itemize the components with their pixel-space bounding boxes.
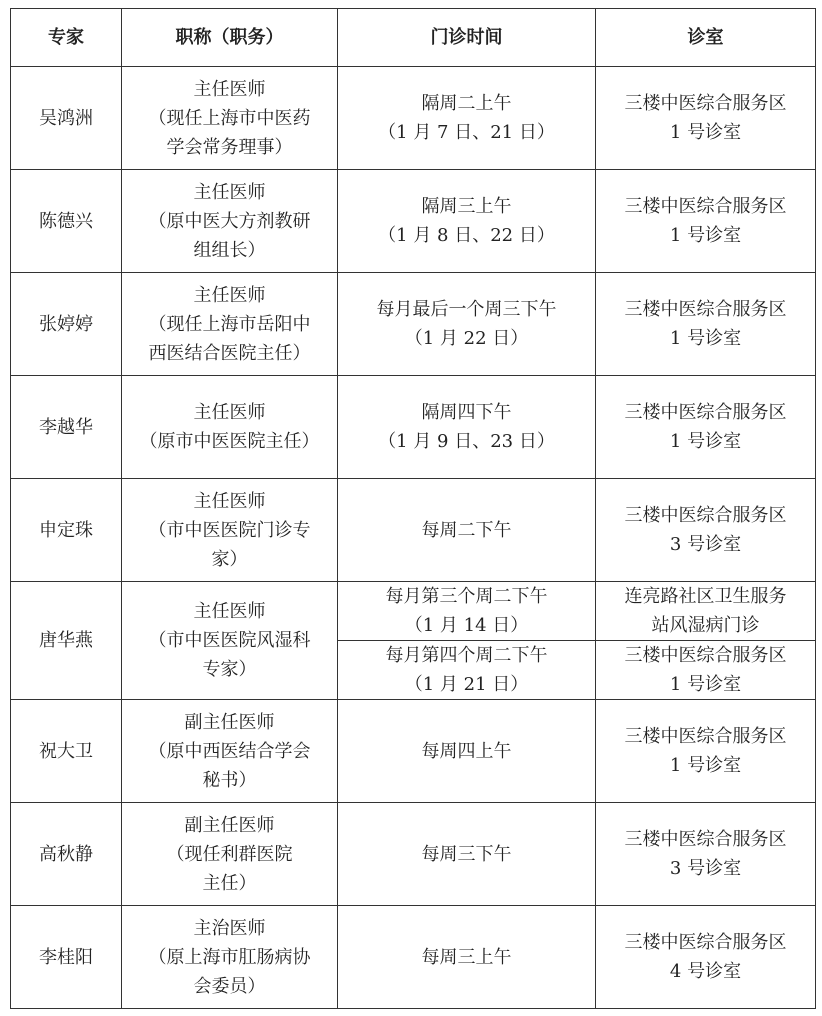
- clinic-time: [338, 479, 596, 582]
- clinic-room-line: 站风湿病门诊: [651, 615, 760, 636]
- clinic-room-line: 连亮路社区卫生服务: [624, 586, 787, 607]
- clinic-room: [596, 376, 816, 479]
- clinic-room: [596, 67, 816, 170]
- header-time: 门诊时间: [338, 9, 596, 67]
- clinic-room-line: 1 号诊室: [669, 328, 742, 349]
- expert-title-line: 主任医师: [193, 284, 266, 306]
- expert-title-line: 副主任医师: [184, 711, 275, 733]
- clinic-room-line: 三楼中医综合服务区: [624, 932, 787, 953]
- clinic-time-line: 每周四上午: [421, 740, 512, 762]
- clinic-room-line: 三楼中医综合服务区: [624, 645, 787, 666]
- clinic-room-line: 三楼中医综合服务区: [624, 829, 787, 850]
- expert-title: [122, 273, 338, 376]
- expert-title-line: （市中医医院门诊专: [148, 519, 311, 541]
- expert-name: 吴鸿洲: [11, 67, 122, 170]
- clinic-room: [596, 273, 816, 376]
- clinic-time: [338, 906, 596, 1009]
- expert-title: [122, 479, 338, 582]
- expert-title-line: （原中医大方剂教研: [148, 210, 311, 232]
- expert-title-line: （现任上海市中医药: [148, 107, 311, 129]
- clinic-time: [338, 803, 596, 906]
- expert-title-line: 主任医师: [193, 78, 266, 100]
- clinic-room-line: 1 号诊室: [669, 122, 742, 143]
- clinic-time-line: （1 月 9 日、23 日）: [378, 431, 555, 452]
- table-row: [11, 376, 816, 479]
- clinic-room-line: 三楼中医综合服务区: [624, 196, 787, 217]
- expert-title-line: 主任）: [202, 872, 257, 894]
- clinic-time-line: 每月最后一个周三下午: [376, 299, 557, 320]
- expert-title-line: 专家）: [202, 659, 257, 680]
- clinic-time-line: 每周二下午: [421, 519, 512, 541]
- expert-title: [122, 700, 338, 803]
- expert-title-line: 主任医师: [193, 181, 266, 203]
- expert-title-line: 会委员）: [193, 975, 266, 997]
- clinic-time-line: （1 月 14 日）: [404, 615, 529, 636]
- clinic-time-line: 每周三上午: [421, 946, 512, 968]
- clinic-time: [338, 376, 596, 479]
- clinic-room-line: 1 号诊室: [669, 431, 742, 452]
- table-row: [11, 170, 816, 273]
- clinic-room: [596, 479, 816, 582]
- expert-title-line: （原市中医医院主任）: [139, 431, 320, 452]
- expert-name: 高秋静: [11, 803, 122, 906]
- clinic-room-line: 4 号诊室: [669, 961, 742, 982]
- table-row: [11, 273, 816, 376]
- expert-title-line: （原上海市肛肠病协: [148, 946, 311, 968]
- expert-title: [122, 803, 338, 906]
- clinic-room-line: 1 号诊室: [669, 225, 742, 246]
- expert-title-line: 家）: [211, 548, 248, 570]
- clinic-time-line: 每月第三个周二下午: [385, 586, 548, 607]
- table-row: [11, 67, 816, 170]
- expert-title-line: 副主任医师: [184, 814, 275, 836]
- expert-name: 李桂阳: [11, 906, 122, 1009]
- clinic-time-line: （1 月 7 日、21 日）: [378, 122, 555, 143]
- clinic-time: [338, 67, 596, 170]
- clinic-room: [596, 641, 816, 700]
- clinic-time-line: （1 月 22 日）: [404, 328, 529, 349]
- clinic-room-line: 3 号诊室: [669, 858, 742, 879]
- expert-title-line: （市中医医院风湿科: [148, 630, 311, 651]
- clinic-room-line: 三楼中医综合服务区: [624, 93, 787, 114]
- clinic-time-line: 隔周四下午: [421, 402, 512, 423]
- expert-name: 张婷婷: [11, 273, 122, 376]
- expert-title-line: 主任医师: [193, 490, 266, 512]
- expert-title-line: （原中西医结合学会: [148, 740, 311, 762]
- clinic-time-line: 每月第四个周二下午: [385, 645, 548, 666]
- clinic-time-line: （1 月 8 日、22 日）: [378, 225, 555, 246]
- table-row: [11, 479, 816, 582]
- clinic-time: [338, 170, 596, 273]
- clinic-time-line: 每周三下午: [421, 843, 512, 865]
- clinic-room: [596, 700, 816, 803]
- clinic-room-line: 1 号诊室: [669, 755, 742, 776]
- expert-title-line: （现任利群医院: [166, 843, 293, 865]
- expert-title-line: 组组长）: [193, 239, 266, 261]
- clinic-room: [596, 582, 816, 641]
- expert-title-line: 主治医师: [193, 917, 266, 939]
- clinic-room: [596, 170, 816, 273]
- table-row: [11, 582, 816, 641]
- header-room: 诊室: [596, 9, 816, 67]
- expert-title-line: 西医结合医院主任）: [148, 342, 311, 364]
- expert-title-line: 秘书）: [202, 769, 257, 791]
- table-row: [11, 803, 816, 906]
- table-row: [11, 700, 816, 803]
- schedule-table: [10, 8, 816, 1009]
- expert-title-line: 主任医师: [193, 601, 266, 622]
- schedule-body: [11, 67, 816, 1009]
- clinic-room-line: 三楼中医综合服务区: [624, 505, 787, 526]
- expert-title-line: 学会常务理事）: [166, 136, 293, 158]
- expert-name: 祝大卫: [11, 700, 122, 803]
- clinic-time-line: （1 月 21 日）: [404, 674, 529, 695]
- clinic-room: [596, 803, 816, 906]
- clinic-room-line: 3 号诊室: [669, 534, 742, 555]
- expert-name: 申定珠: [11, 479, 122, 582]
- clinic-room-line: 1 号诊室: [669, 674, 742, 695]
- clinic-room-line: 三楼中医综合服务区: [624, 726, 787, 747]
- clinic-time-line: 隔周二上午: [421, 93, 512, 114]
- clinic-time: [338, 641, 596, 700]
- expert-title-line: （现任上海市岳阳中: [148, 313, 311, 335]
- expert-title: [122, 906, 338, 1009]
- clinic-time-line: 隔周三上午: [421, 196, 512, 217]
- expert-title: [122, 67, 338, 170]
- clinic-time: [338, 273, 596, 376]
- header-row: [11, 9, 816, 67]
- clinic-time: [338, 700, 596, 803]
- table-row: [11, 906, 816, 1009]
- clinic-time: [338, 582, 596, 641]
- expert-title: [122, 376, 338, 479]
- header-expert: 专家: [11, 9, 122, 67]
- expert-title-line: 主任医师: [193, 402, 266, 423]
- expert-title: [122, 582, 338, 700]
- clinic-room-line: 三楼中医综合服务区: [624, 402, 787, 423]
- expert-name: 李越华: [11, 376, 122, 479]
- expert-name: 陈德兴: [11, 170, 122, 273]
- clinic-room: [596, 906, 816, 1009]
- clinic-room-line: 三楼中医综合服务区: [624, 299, 787, 320]
- expert-title: [122, 170, 338, 273]
- header-title: 职称（职务）: [122, 9, 338, 67]
- expert-name: 唐华燕: [11, 582, 122, 700]
